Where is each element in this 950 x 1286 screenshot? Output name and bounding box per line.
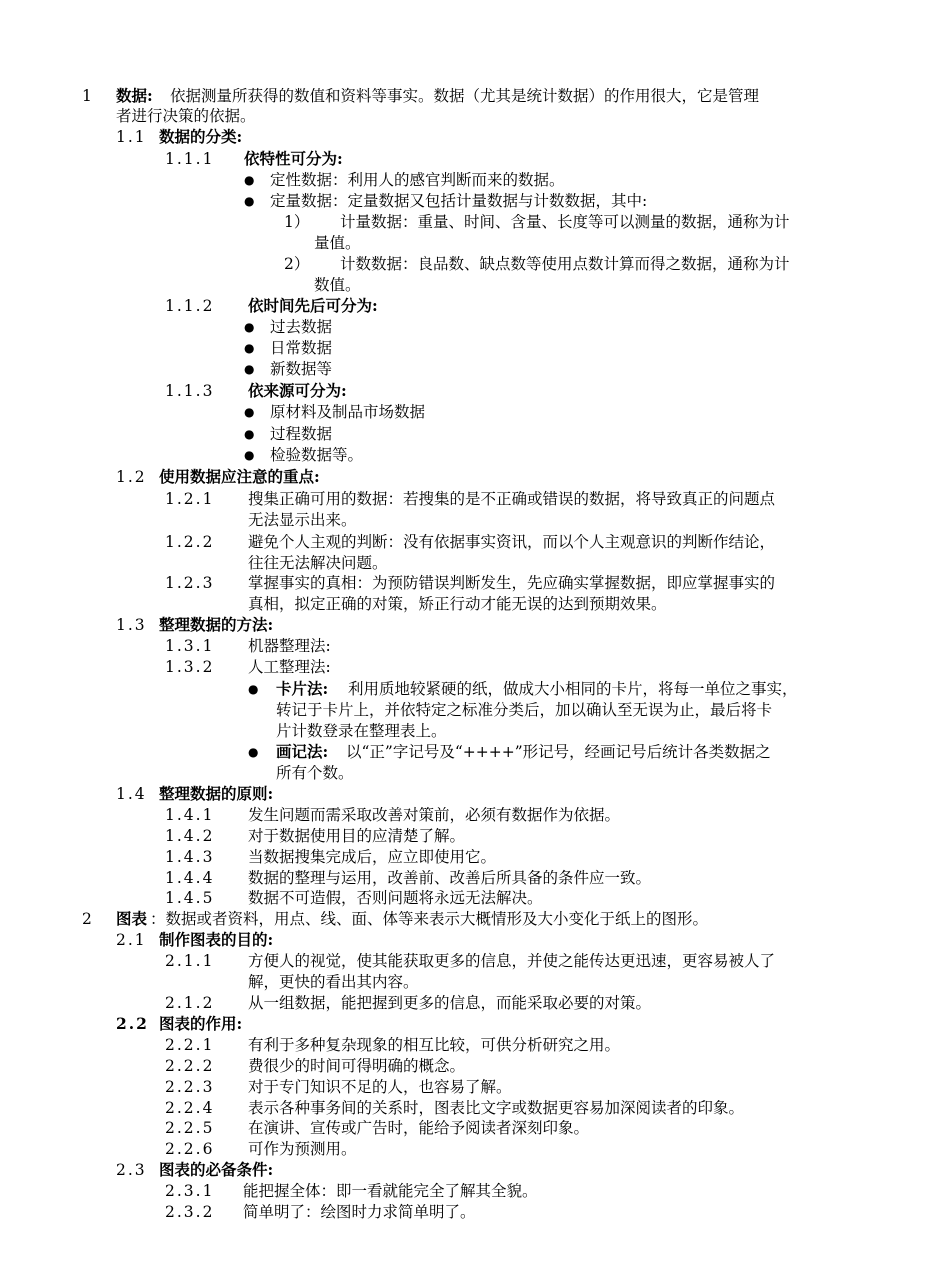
section-1-1-number: 1.1	[116, 128, 147, 146]
section-1-text-cont: 者进行决策的依据。	[116, 107, 256, 125]
item-text: 避免个人主观的判断：没有依据事实资讯，而以个人主观意识的判断作结论，	[248, 533, 776, 551]
item-number: 2.2.1	[165, 1036, 215, 1054]
item-number: 1.2.3	[165, 574, 215, 592]
list-item: 检验数据等。	[270, 446, 364, 464]
item-text: 从一组数据，能把握到更多的信息，而能采取必要的对策。	[248, 994, 652, 1012]
bullet-icon: ●	[244, 320, 255, 334]
item-number: 2.2.2	[165, 1057, 215, 1075]
item-number: 1.2.1	[165, 490, 215, 508]
item-text: 对于数据使用目的应清楚了解。	[248, 827, 466, 845]
item-number: 1.4.4	[165, 869, 215, 887]
item-number: 2.1.2	[165, 994, 215, 1012]
item-text: 能把握全体：即一看就能完全了解其全貌。	[243, 1182, 538, 1200]
section-1-1-2-title: 依时间先后可分为:	[248, 296, 378, 315]
sub-item-number: 1）	[284, 213, 310, 231]
section-1-4-title: 整理数据的原则:	[159, 784, 274, 803]
card-method-text-cont: 片计数登录在整理表上。	[276, 722, 447, 740]
item-text: 数据的整理与运用，改善前、改善后所具备的条件应一致。	[248, 869, 652, 887]
item-number: 2.2.5	[165, 1119, 215, 1137]
item-number: 2.3.2	[165, 1203, 215, 1221]
section-1-4-number: 1.4	[116, 785, 147, 803]
tally-method-text-cont: 所有个数。	[276, 764, 354, 782]
item-text: 可作为预测用。	[248, 1140, 357, 1158]
item-number: 2.2.6	[165, 1140, 215, 1158]
section-1-text: 依据测量所获得的数值和资料等事实。数据（尤其是统计数据）的作用很大，它是管理	[170, 87, 760, 105]
item-text-cont: 真相，拟定正确的对策，矫正行动才能无误的达到预期效果。	[248, 595, 667, 613]
item-number: 2.2.3	[165, 1078, 215, 1096]
card-method-text-cont: 转记于卡片上，并依特定之标准分类后，加以确认至无误为止，最后将卡	[276, 701, 773, 719]
item-text: 人工整理法:	[248, 658, 331, 676]
section-2-2-number: 2.2	[116, 1014, 149, 1033]
item-text-cont: 往往无法解决问题。	[248, 554, 388, 572]
bullet-icon: ●	[244, 448, 255, 462]
item-number: 1.4.2	[165, 827, 215, 845]
section-1-1-2-number: 1.1.2	[165, 297, 215, 315]
section-1-3-number: 1.3	[116, 616, 147, 634]
item-text: 方便人的视觉，使其能获取更多的信息，并使之能传达更迅速，更容易被人了	[248, 952, 776, 970]
sub-item-number: 2）	[284, 255, 310, 273]
section-1-number: 1	[82, 87, 92, 105]
section-2-1-number: 2.1	[116, 931, 147, 949]
item-number: 1.4.5	[165, 889, 215, 907]
bullet-icon: ●	[244, 427, 255, 441]
list-item: 过程数据	[270, 425, 333, 443]
sub-item-text-cont: 数值。	[314, 276, 361, 294]
item-number: 1.4.3	[165, 848, 215, 866]
item-text: 在演讲、宣传或广告时，能给予阅读者深刻印象。	[248, 1119, 590, 1137]
item-text: 机器整理法:	[248, 637, 331, 655]
item-number: 1.3.2	[165, 658, 215, 676]
section-2-2-title: 图表的作用:	[159, 1014, 243, 1033]
list-item: 原材料及制品市场数据	[270, 403, 426, 421]
section-1-title: 数据:	[116, 86, 153, 105]
item-text: 掌握事实的真相：为预防错误判断发生，先应确实掌握数据，即应掌握事实的	[248, 574, 776, 592]
item-number: 2.2.4	[165, 1099, 215, 1117]
list-item: 新数据等	[270, 360, 333, 378]
card-method-title: 卡片法:	[276, 679, 329, 698]
item-number: 1.4.1	[165, 806, 215, 824]
tally-method-title: 画记法:	[276, 742, 329, 761]
item-text: 当数据搜集完成后，应立即使用它。	[248, 848, 497, 866]
item-number: 1.2.2	[165, 533, 215, 551]
section-2-title: 图表	[116, 909, 148, 928]
list-item: 定量数据：定量数据又包括计量数据与计数数据，其中:	[270, 192, 648, 210]
section-2-3-title: 图表的必备条件:	[159, 1160, 274, 1179]
section-1-1-1-title: 依特性可分为:	[244, 149, 343, 168]
item-text: 数据不可造假，否则问题将永远无法解决。	[248, 889, 543, 907]
sub-item-text: 计量数据：重量、时间、含量、长度等可以测量的数据，通称为计	[340, 213, 790, 231]
item-text: 表示各种事务间的关系时，图表比文字或数据更容易加深阅读者的印象。	[248, 1099, 745, 1117]
item-number: 2.3.1	[165, 1182, 215, 1200]
bullet-icon: ●	[244, 362, 255, 376]
card-method-text: 利用质地较紧硬的纸，做成大小相同的卡片，将每一单位之事实，	[348, 680, 798, 698]
bullet-icon: ●	[248, 745, 259, 759]
item-text: 搜集正确可用的数据：若搜集的是不正确或错误的数据，将导致真正的问题点	[248, 490, 776, 508]
list-item: 日常数据	[270, 339, 333, 357]
section-2-1-title: 制作图表的目的:	[159, 930, 274, 949]
bullet-icon: ●	[244, 341, 255, 355]
item-text-cont: 解，更快的看出其内容。	[248, 973, 419, 991]
section-2-text: ：数据或者资料，用点、线、面、体等来表示大概情形及大小变化于纸上的图形。	[150, 910, 709, 928]
item-text: 费很少的时间可得明确的概念。	[248, 1057, 466, 1075]
list-item: 过去数据	[270, 318, 333, 336]
item-text: 有利于多种复杂现象的相互比较，可供分析研究之用。	[248, 1036, 621, 1054]
section-1-3-title: 整理数据的方法:	[159, 615, 274, 634]
tally-method-text: 以“正”字记号及“++++”形记号，经画记号后统计各类数据之	[346, 743, 771, 761]
bullet-icon: ●	[244, 405, 255, 419]
sub-item-text-cont: 量值。	[314, 234, 361, 252]
section-2-3-number: 2.3	[116, 1161, 147, 1179]
item-text: 对于专门知识不足的人，也容易了解。	[248, 1078, 512, 1096]
section-1-1-3-number: 1.1.3	[165, 382, 215, 400]
section-1-1-3-title: 依来源可分为:	[248, 381, 347, 400]
bullet-icon: ●	[244, 194, 255, 208]
section-1-2-number: 1.2	[116, 468, 147, 486]
bullet-icon: ●	[248, 682, 259, 696]
section-1-1-1-number: 1.1.1	[165, 150, 215, 168]
section-1-2-title: 使用数据应注意的重点:	[159, 467, 320, 486]
item-number: 1.3.1	[165, 637, 215, 655]
list-item: 定性数据：利用人的感官判断而来的数据。	[270, 171, 565, 189]
item-number: 2.1.1	[165, 952, 215, 970]
section-1-1-title: 数据的分类:	[159, 127, 243, 146]
item-text: 发生问题而需采取改善对策前，必须有数据作为依据。	[248, 806, 621, 824]
item-text-cont: 无法显示出来。	[248, 511, 357, 529]
bullet-icon: ●	[244, 173, 255, 187]
sub-item-text: 计数数据：良品数、缺点数等使用点数计算而得之数据，通称为计	[340, 255, 790, 273]
section-2-number: 2	[82, 910, 92, 928]
item-text: 简单明了：绘图时力求简单明了。	[243, 1203, 476, 1221]
